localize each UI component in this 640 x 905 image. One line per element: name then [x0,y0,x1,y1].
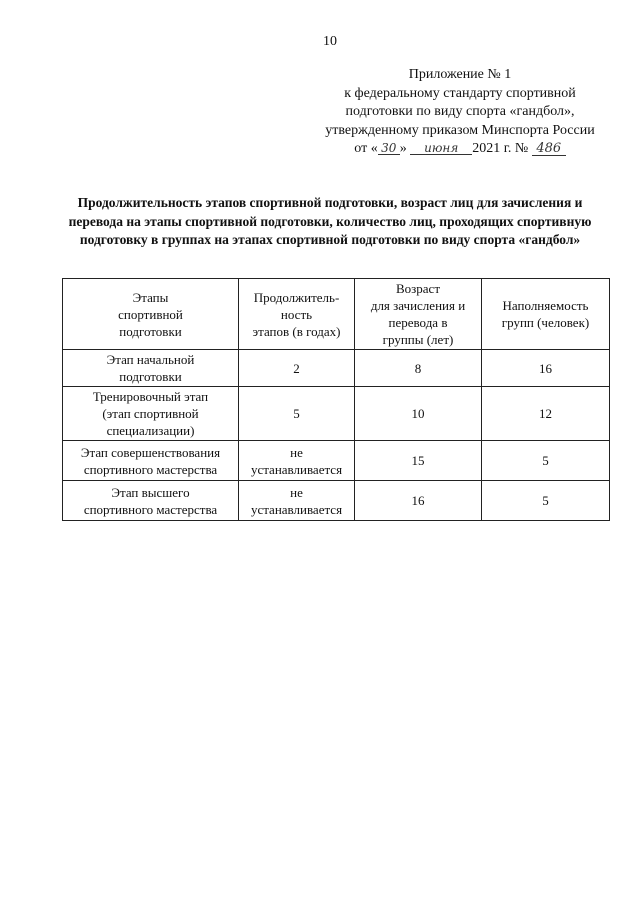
column-header: Продолжитель- ность этапов (в годах) [239,279,355,350]
table-row [63,387,610,441]
table-row [63,441,610,481]
table-cell: 12 [482,387,610,441]
date-prefix: от « [354,141,378,156]
table-cell: Этап совершенствования спортивного мастерства [63,441,239,481]
table-cell: 16 [355,481,482,521]
column-header: Возраст для зачисления и перевода в группы (лет) [355,279,482,350]
order-date-line [300,140,620,159]
table-cell: 5 [482,441,610,481]
handwritten-month: июня [410,142,472,155]
appendix-line: Приложение № 1 [408,67,512,82]
table-cell: не устанавливается [239,481,355,521]
table-cell: 5 [482,481,610,521]
date-year: 2021 г. № [472,141,529,156]
appendix-block [300,66,620,159]
date-mid: » [399,141,407,156]
document-title: Продолжительность этапов спортивной подготовки, возраст лиц для зачисления и перевода на этапы спортивной подготовки, количество лиц, проходящих спортивную подготовку в группах на этапах спортивной подготовки по виду спорта «гандбол» [68,195,592,247]
table-cell: 5 [239,387,355,441]
table-cell: 8 [355,350,482,387]
page-number: 10 [323,34,337,49]
appendix-line: подготовки по виду спорта «гандбол», [345,104,575,119]
table-cell: Тренировочный этап (этап спортивной специализации) [63,387,239,441]
appendix-line: к федеральному стандарту спортивной [344,85,576,101]
table-cell: не устанавливается [239,441,355,481]
handwritten-order-number: 486 [532,143,566,156]
stages-table [62,278,610,521]
column-header: Этапы спортивной подготовки [63,279,239,350]
table-cell: 10 [355,387,482,441]
table-cell: 2 [239,350,355,387]
handwritten-day: 30 [378,142,400,155]
table-cell: 16 [482,350,610,387]
table-header-row [63,279,610,350]
appendix-line: утвержденному приказом Минспорта России [325,122,595,138]
table-row [63,481,610,521]
table-cell: Этап начальной подготовки [63,350,239,387]
table-row [63,350,610,387]
column-header: Наполняемость групп (человек) [482,279,610,350]
table-cell: 15 [355,441,482,481]
table-cell: Этап высшего спортивного мастерства [63,481,239,521]
